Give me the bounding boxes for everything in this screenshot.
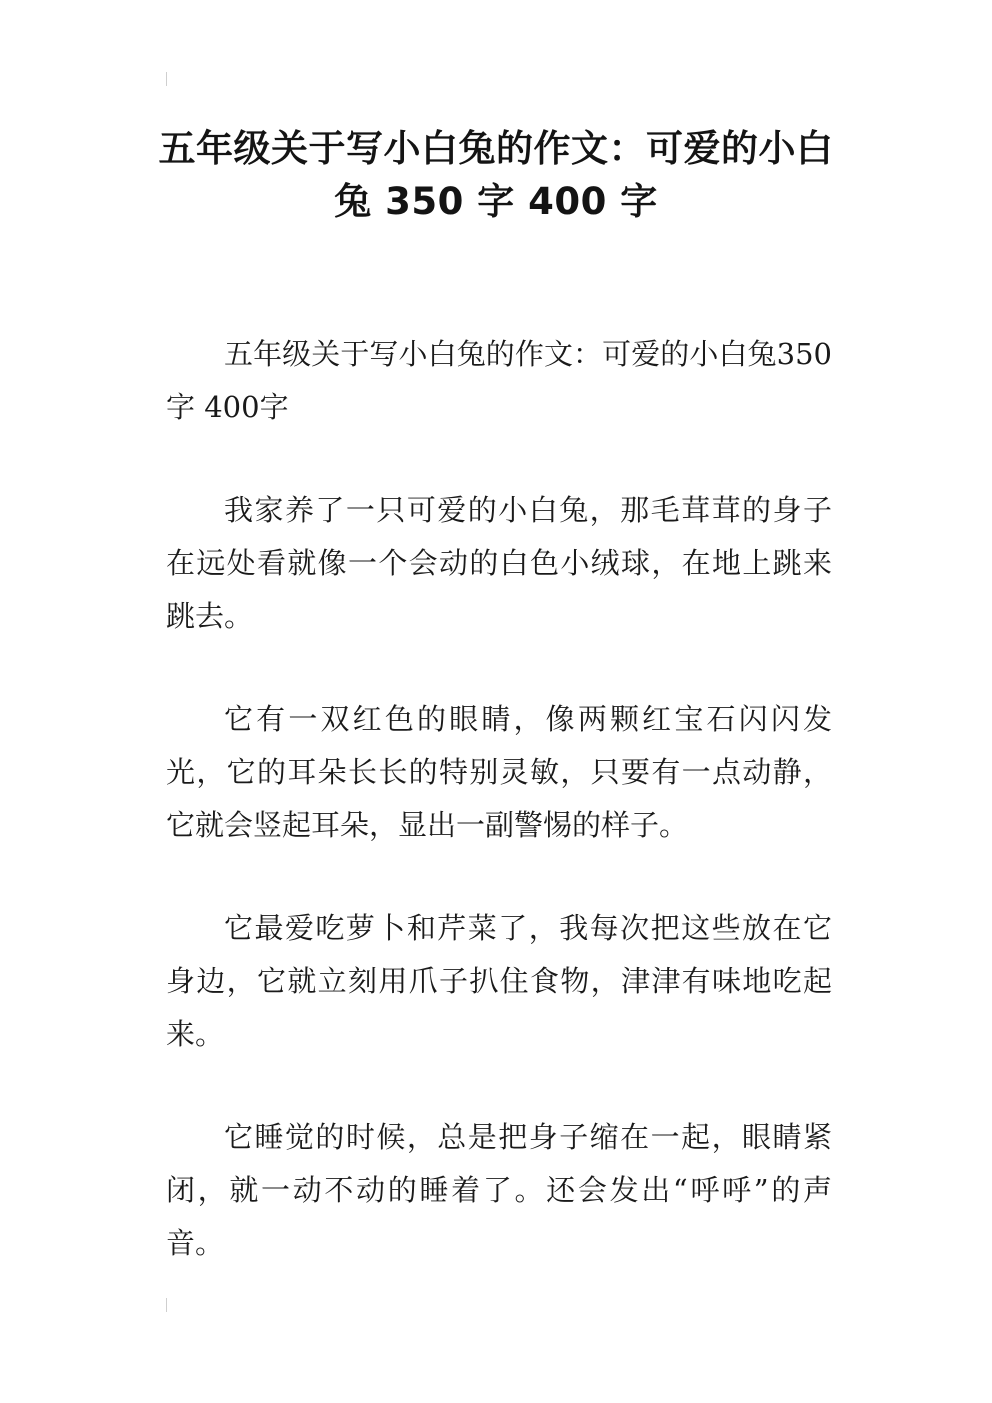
paragraph-3: 它最爱吃萝卜和芹菜了，我每次把这些放在它身边，它就立刻用爪子扒住食物，津津有味地吃起来。: [166, 911, 832, 1051]
page-corner-mark-top: [166, 72, 167, 86]
paragraph-4: 它睡觉的时候，总是把身子缩在一起，眼睛紧闭，就一动不动的睡着了。还会发出“呼呼”的声音。: [166, 1120, 832, 1260]
paragraph-subtitle: 五年级关于写小白兔的作文：可爱的小白兔350字 400字: [166, 337, 832, 424]
paragraph-1: 我家养了一只可爱的小白兔，那毛茸茸的身子在远处看就像一个会动的白色小绒球，在地上跳来跳去。: [166, 493, 832, 633]
page-corner-mark-bottom: [166, 1298, 167, 1312]
document-title: 五年级关于写小白兔的作文：可爱的小白兔 350 字 400 字: [158, 127, 834, 223]
document-body: [166, 328, 832, 1320]
paragraph-2: 它有一双红色的眼睛，像两颗红宝石闪闪发光，它的耳朵长长的特别灵敏，只要有一点动静，它就会竖起耳朵，显出一副警惕的样子。: [166, 702, 832, 842]
